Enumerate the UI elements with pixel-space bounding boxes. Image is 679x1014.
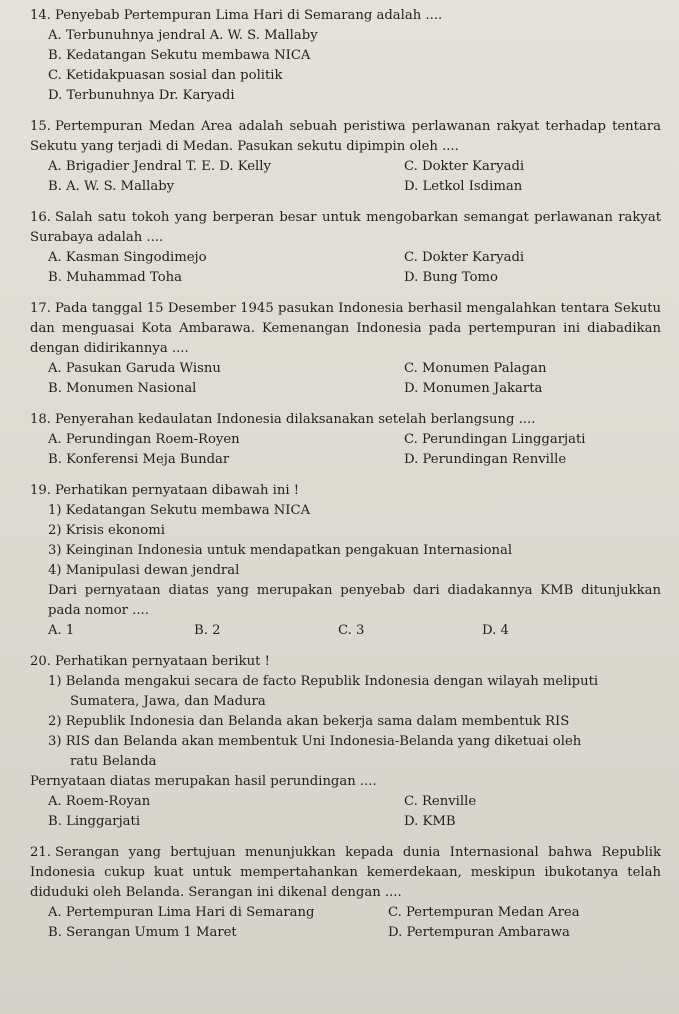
question-18 xyxy=(30,410,661,470)
option-b[interactable]: B. A. W. S. Mallaby xyxy=(48,179,175,194)
question-number: 17. xyxy=(30,301,51,316)
question-19 xyxy=(30,481,661,641)
option-b[interactable]: B. Monumen Nasional xyxy=(48,381,197,396)
option-d[interactable]: D. Letkol Isdiman xyxy=(404,179,523,194)
question-stem xyxy=(30,481,661,501)
option-b[interactable]: B. Konferensi Meja Bundar xyxy=(48,452,230,467)
option-a[interactable]: A. Terbunuhnya jendral A. W. S. Mallaby xyxy=(48,28,318,43)
options-grid xyxy=(30,621,661,641)
option-b[interactable]: B. Serangan Umum 1 Maret xyxy=(48,925,237,940)
options-grid xyxy=(30,903,661,943)
option-d[interactable]: D. Bung Tomo xyxy=(404,270,498,285)
question-number: 21. xyxy=(30,845,51,860)
question-text: Penyebab Pertempuran Lima Hari di Semarang adalah .... xyxy=(54,8,443,23)
options-list xyxy=(30,26,661,106)
question-16 xyxy=(30,208,661,288)
question-text: Perhatikan pernyataan berikut ! xyxy=(54,654,270,669)
statement-2: 2) Krisis ekonomi xyxy=(48,523,165,538)
question-21 xyxy=(30,843,661,943)
options-grid xyxy=(30,157,661,197)
options-grid xyxy=(30,359,661,399)
question-text: Perhatikan pernyataan dibawah ini ! xyxy=(54,483,300,498)
options-grid xyxy=(30,792,661,832)
question-number: 14. xyxy=(30,8,51,23)
option-a[interactable]: A. Perundingan Roem-Royen xyxy=(48,432,240,447)
option-d[interactable]: D. KMB xyxy=(404,814,456,829)
option-c[interactable]: C. 3 xyxy=(338,623,365,638)
question-number: 19. xyxy=(30,483,51,498)
question-15 xyxy=(30,117,661,197)
option-a[interactable]: A. 1 xyxy=(48,623,75,638)
statement-list xyxy=(30,672,661,772)
option-b[interactable]: B. Kedatangan Sekutu membawa NICA xyxy=(48,48,311,63)
question-20 xyxy=(30,652,661,832)
question-stem xyxy=(30,410,661,430)
question-stem xyxy=(30,652,661,672)
option-d[interactable]: D. Pertempuran Ambarawa xyxy=(388,925,570,940)
option-d[interactable]: D. Terbunuhnya Dr. Karyadi xyxy=(48,88,235,103)
option-c[interactable]: C. Dokter Karyadi xyxy=(404,250,525,265)
option-a[interactable]: A. Pertempuran Lima Hari di Semarang xyxy=(48,905,315,920)
option-c[interactable]: C. Monumen Palagan xyxy=(404,361,547,376)
question-stem xyxy=(30,6,661,26)
statement-1: 1) Kedatangan Sekutu membawa NICA xyxy=(48,503,311,518)
option-c[interactable]: C. Dokter Karyadi xyxy=(404,159,525,174)
statement-4: 4) Manipulasi dewan jendral xyxy=(48,563,240,578)
option-c[interactable]: C. Perundingan Linggarjati xyxy=(404,432,586,447)
statement-3-continued: ratu Belanda xyxy=(70,754,157,769)
option-d[interactable]: D. Perundingan Renville xyxy=(404,452,567,467)
question-stem xyxy=(30,208,661,248)
option-a[interactable]: A. Brigadier Jendral T. E. D. Kelly xyxy=(48,159,271,174)
statement-3: 3) Keinginan Indonesia untuk mendapatkan pengakuan Internasional xyxy=(48,543,513,558)
option-b[interactable]: B. Linggarjati xyxy=(48,814,141,829)
options-grid xyxy=(30,248,661,288)
question-stem xyxy=(30,117,661,157)
option-a[interactable]: A. Roem-Royan xyxy=(48,794,151,809)
question-stem xyxy=(30,843,661,903)
question-text: Salah satu tokoh yang berperan besar untuk mengobarkan semangat perlawanan rakyat Surabaya adalah .... xyxy=(30,210,661,245)
option-c[interactable]: C. Renville xyxy=(404,794,477,809)
question-14 xyxy=(30,6,661,106)
question-17 xyxy=(30,299,661,399)
option-c[interactable]: C. Ketidakpuasan sosial dan politik xyxy=(48,68,283,83)
question-number: 16. xyxy=(30,210,51,225)
options-grid xyxy=(30,430,661,470)
option-a[interactable]: A. Pasukan Garuda Wisnu xyxy=(48,361,221,376)
option-c[interactable]: C. Pertempuran Medan Area xyxy=(388,905,580,920)
question-text: Serangan yang bertujuan menunjukkan kepada dunia Internasional bahwa Republik Indonesia cukup kuat untuk mempertahankan kemerdekaan, meskipun ibukotanya telah diduduki oleh Belanda. Serangan ini dikenal dengan .... xyxy=(30,845,661,900)
question-prompt: Dari pernyataan diatas yang merupakan penyebab dari diadakannya KMB ditunjukkan pada nomor .... xyxy=(48,583,661,618)
option-b[interactable]: B. Muhammad Toha xyxy=(48,270,182,285)
statement-list xyxy=(30,501,661,621)
question-text: Penyerahan kedaulatan Indonesia dilaksanakan setelah berlangsung .... xyxy=(54,412,536,427)
option-b[interactable]: B. 2 xyxy=(194,623,221,638)
option-a[interactable]: A. Kasman Singodimejo xyxy=(48,250,207,265)
statement-2: 2) Republik Indonesia dan Belanda akan bekerja sama dalam membentuk RIS xyxy=(48,714,570,729)
statement-1: 1) Belanda mengakui secara de facto Republik Indonesia dengan wilayah meliputi xyxy=(48,674,599,689)
question-text: Pada tanggal 15 Desember 1945 pasukan Indonesia berhasil mengalahkan tentara Sekutu dan menguasai Kota Ambarawa. Kemenangan Indonesia pada pertempuran ini diabadikan dengan didirikannya .... xyxy=(30,301,661,356)
question-stem xyxy=(30,299,661,359)
statement-3: 3) RIS dan Belanda akan membentuk Uni Indonesia-Belanda yang diketuai oleh xyxy=(48,734,582,749)
question-number: 18. xyxy=(30,412,51,427)
option-d[interactable]: D. 4 xyxy=(482,623,509,638)
question-number: 15. xyxy=(30,119,51,134)
statement-1-continued: Sumatera, Jawa, dan Madura xyxy=(70,694,266,709)
option-d[interactable]: D. Monumen Jakarta xyxy=(404,381,543,396)
question-text: Pertempuran Medan Area adalah sebuah peristiwa perlawanan rakyat terhadap tentara Sekutu yang terjadi di Medan. Pasukan sekutu dipimpin oleh .... xyxy=(30,119,661,154)
question-prompt: Pernyataan diatas merupakan hasil perundingan .... xyxy=(30,774,377,789)
question-number: 20. xyxy=(30,654,51,669)
